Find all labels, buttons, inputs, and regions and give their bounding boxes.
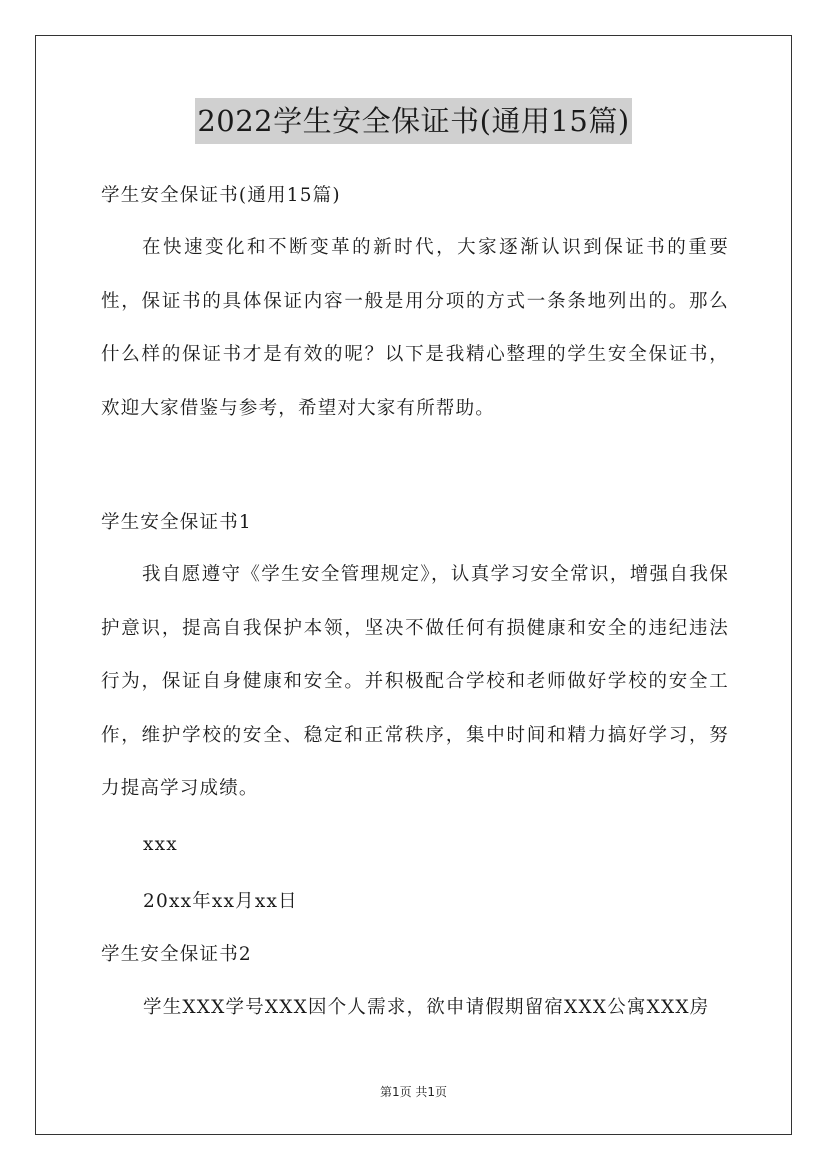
section1-signature: xxx	[143, 834, 178, 855]
page-footer: 第1页 共1页	[379, 1085, 448, 1099]
document-subtitle: 学生安全保证书(通用15篇)	[101, 185, 341, 206]
section2-heading: 学生安全保证书2	[101, 944, 252, 965]
document-title: 2022学生安全保证书(通用15篇)	[195, 98, 631, 144]
title-container	[0, 98, 827, 144]
section1-body: 我自愿遵守《学生安全管理规定》，认真学习安全常识，增强自我保护意识，提高自我保护本领，坚决不做任何有损健康和安全的违纪违法行为，保证自身健康和安全。并积极配合学校和老师做好学校的安全工作，维护学校的安全、稳定和正常秩序，集中时间和精力搞好学习，努力提高学习成绩。	[101, 564, 729, 799]
section1-heading: 学生安全保证书1	[101, 512, 252, 533]
intro-paragraph: 在快速变化和不断变革的新时代，大家逐渐认识到保证书的重要性，保证书的具体保证内容一般是用分项的方式一条条地列出的。那么什么样的保证书才是有效的呢？以下是我精心整理的学生安全保证书，欢迎大家借鉴与参考，希望对大家有所帮助。	[101, 237, 729, 419]
section2-body: 学生XXX学号XXX因个人需求，欲申请假期留宿XXX公寓XXX房	[143, 997, 710, 1018]
section1-date: 20xx年xx月xx日	[143, 891, 298, 912]
